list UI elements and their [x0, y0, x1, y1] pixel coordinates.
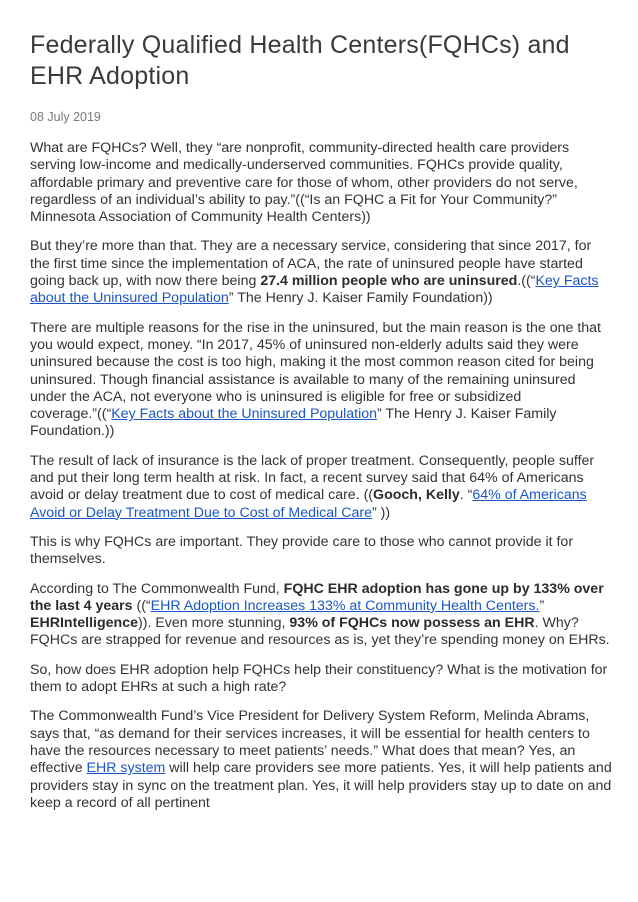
text-run: This is why FQHCs are important. They provide care to those who cannot provide it for themselves. — [30, 533, 574, 568]
article-link[interactable]: EHR system — [86, 760, 166, 777]
text-run: ” — [539, 597, 545, 614]
text-run: ” The Henry J. Kaiser Family Foundation)) — [228, 290, 493, 307]
text-run: What are FQHCs? Well, they “are nonprofit, community-directed health care providers serving low-income and medically-underserved communities. FQHCs provide quality, affordable primary and preventive care for those of whom, other providers do not serve, regardless of an individual’s ability to pay.”((“Is an FQHC a Fit for Your Community?” Minnesota Association of Community Health Centers)) — [30, 140, 578, 226]
text-run: ((“ — [132, 597, 151, 614]
text-run: The Commonwealth Fund’s Vice President for Delivery System Reform, Melinda Abrams, says that, “as demand for their services increases, it will be essential for health centers to have the resources necessary to meet patients’ needs.” What does that mean? Yes, an effective — [30, 708, 590, 777]
article-title: Federally Qualified Health Centers(FQHCs) and EHR Adoption — [30, 31, 570, 90]
text-run: . Why? FQHCs are strapped for revenue and resources as is, yet they’re spending money on EHRs. — [30, 615, 610, 649]
text-run: )). Even more stunning, — [138, 615, 290, 632]
paragraph — [30, 453, 614, 522]
text-run: . “ — [459, 487, 473, 504]
paragraph — [30, 581, 614, 650]
text-run: ” )) — [371, 504, 391, 521]
paragraph — [30, 708, 614, 812]
article-link[interactable]: Key Facts about the Uninsured Population — [111, 406, 378, 423]
text-run: The result of lack of insurance is the lack of proper treatment. Consequently, people suffer and put their long term health at risk. In fact, a recent survey said that 64% of Americans avoid or delay treatment due to cost of medical care. (( — [30, 452, 595, 504]
article-link[interactable]: 64% of Americans Avoid or Delay Treatment Due to Cost of Medical Care — [30, 487, 587, 521]
text-run: will help care providers see more patients. Yes, it will help patients and providers stay in sync on the treatment plan. Yes, it will help providers stay up to date on and keep a record of all pertinent — [30, 760, 612, 811]
paragraph — [30, 534, 614, 569]
article-link[interactable]: Key Facts about the Uninsured Population — [30, 273, 599, 307]
text-run: .((“ — [517, 273, 536, 290]
bold-text: 27.4 million people who are uninsured — [260, 273, 518, 290]
bold-text: FQHC EHR adoption has gone up by 133% over the last 4 years — [30, 580, 604, 614]
bold-text: 93% of FQHCs now possess an EHR — [289, 615, 535, 632]
text-run: There are multiple reasons for the rise in the uninsured, but the main reason is the one that you would expect, money. “In 2017, 45% of uninsured non-elderly adults said they were uninsured because the cost is too high, making it the most common reason cited for being uninsured. Though financial assistance is available to many of the remaining uninsured under the ACA, not everyone who is uninsured is eligible for free or subsidized coverage.”((“ — [30, 319, 601, 423]
bold-text: EHRIntelligence — [30, 615, 139, 632]
publish-date: 08 July 2019 — [30, 110, 101, 124]
paragraph — [30, 662, 614, 697]
paragraph — [30, 140, 614, 226]
text-run: So, how does EHR adoption help FQHCs help their constituency? What is the motivation for them to adopt EHRs at such a high rate? — [30, 661, 608, 696]
article-link[interactable]: EHR Adoption Increases 133% at Community Health Centers. — [150, 597, 540, 614]
text-run: But they’re more than that. They are a necessary service, considering that since 2017, for the first time since the implementation of ACA, the rate of uninsured people have started going back up, with now there being — [30, 238, 592, 290]
paragraph — [30, 238, 614, 307]
paragraph — [30, 320, 614, 441]
article-body — [30, 140, 614, 812]
bold-text: Gooch, Kelly — [373, 487, 460, 504]
text-run: According to The Commonwealth Fund, — [30, 580, 284, 597]
text-run: ” The Henry J. Kaiser Family Foundation.)) — [30, 406, 557, 440]
